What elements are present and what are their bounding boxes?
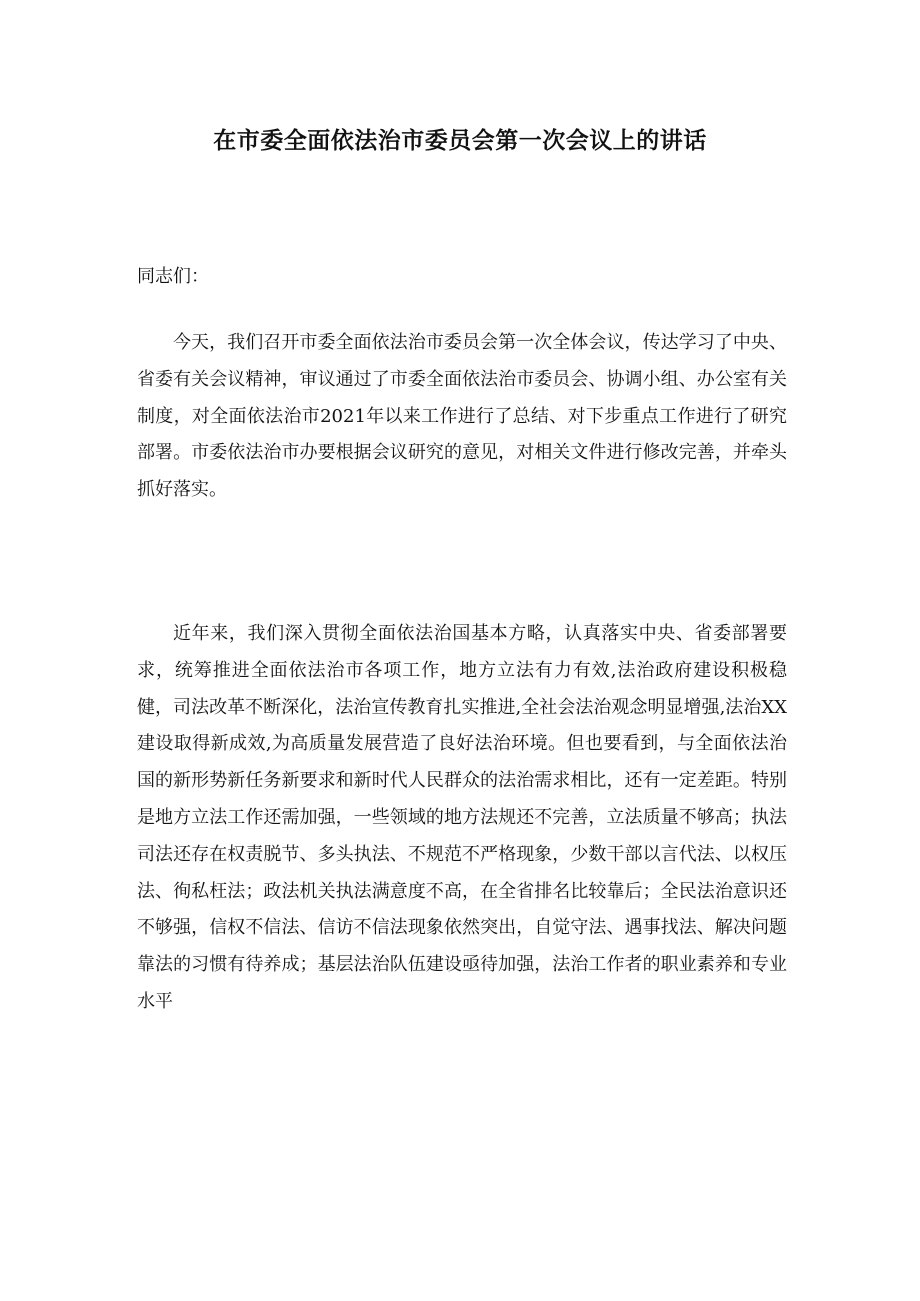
document-title: 在市委全面依法治市委员会第一次会议上的讲话 [213,128,707,154]
salutation: 同志们： [137,266,209,287]
paragraph-1: 今天，我们召开市委全面依法治市委员会第一次全体会议，传达学习了中央、省委有关会议精神，审议通过了市委全面依法治市委员会、协调小组、办公室有关制度，对全面依法治市2021年以来工作进行了总结、对下步重点工作进行了研究部署。市委依法治市办要根据会议研究的意见，对相关文件进行修改完善，并牵头抓好落实。 [137,332,787,501]
paragraph-2: 近年来，我们深入贯彻全面依法治国基本方略，认真落实中央、省委部署要求，统筹推进全面依法治市各项工作，地方立法有力有效,法治政府建设积极稳健，司法改革不断深化，法治宣传教育扎实推进,全社会法治观念明显增强,法治XX建设取得新成效,为高质量发展营造了良好法治环境。但也要看到，与全面依法治国的新形势新任务新要求和新时代人民群众的法治需求相比，还有一定差距。特别是地方立法工作还需加强，一些领域的地方法规还不完善，立法质量不够高；执法司法还存在权责脱节、多头执法、不规范不严格现象，少数干部以言代法、以权压法、徇私枉法；政法机关执法满意度不高，在全省排名比较靠后；全民法治意识还不够强，信权不信法、信访不信法现象依然突出，自觉守法、遇事找法、解决问题靠法的习惯有待养成；基层法治队伍建设亟待加强，法治工作者的职业素养和专业水平 [137,623,787,1012]
